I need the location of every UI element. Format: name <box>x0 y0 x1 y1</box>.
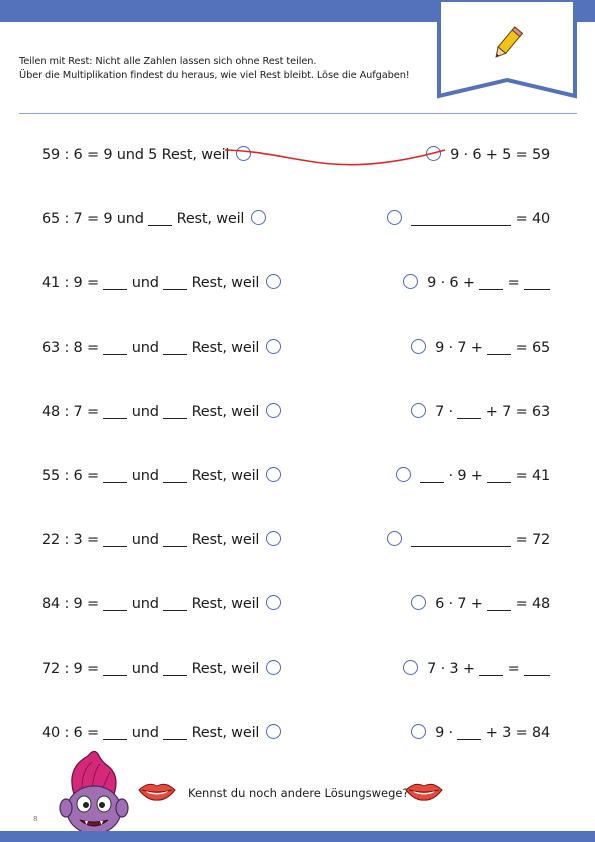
exercise-row <box>0 336 595 360</box>
exercise-row <box>0 528 595 552</box>
equation-text: 7 · <box>435 403 458 420</box>
equation-text: Rest, weil <box>187 724 260 741</box>
answer-blank[interactable] <box>163 403 187 419</box>
answer-blank[interactable] <box>163 660 187 676</box>
answer-blank[interactable] <box>103 595 127 611</box>
division-equation <box>42 336 259 360</box>
divider-line <box>19 113 577 114</box>
multiplication-equation <box>411 528 550 552</box>
multiplication-equation <box>435 400 550 424</box>
equation-text: = 72 <box>511 532 550 549</box>
answer-blank[interactable] <box>163 531 187 547</box>
match-circle-right[interactable] <box>387 210 402 225</box>
equation-text: 40 : 6 = <box>42 724 104 741</box>
equation-text: + 3 = 84 <box>481 724 550 741</box>
exercise-row <box>0 271 595 295</box>
equation-text: = 48 <box>511 596 550 613</box>
match-circle-left[interactable] <box>266 595 281 610</box>
answer-blank[interactable] <box>103 467 127 483</box>
equation-text: 65 : 7 = 9 und <box>42 211 149 228</box>
division-equation <box>42 400 259 424</box>
match-circle-left[interactable] <box>266 339 281 354</box>
match-circle-left[interactable] <box>266 274 281 289</box>
match-circle-right[interactable] <box>396 467 411 482</box>
equation-text: Rest, weil <box>187 403 260 420</box>
equation-text: Rest, weil <box>187 275 260 292</box>
answer-blank[interactable] <box>163 595 187 611</box>
troll-mascot-icon <box>52 748 134 842</box>
multiplication-equation <box>411 207 550 231</box>
answer-blank[interactable] <box>163 724 187 740</box>
exercise-row <box>0 592 595 616</box>
division-equation <box>42 592 259 616</box>
division-equation <box>42 271 259 295</box>
answer-blank[interactable] <box>411 531 511 547</box>
match-circle-right[interactable] <box>426 146 441 161</box>
match-circle-left[interactable] <box>236 146 251 161</box>
equation-text: und <box>127 532 164 549</box>
multiplication-equation <box>435 721 550 745</box>
equation-text: 22 : 3 = <box>42 532 104 549</box>
equation-text: 41 : 9 = <box>42 275 104 292</box>
answer-blank[interactable] <box>487 339 511 355</box>
equation-text: und <box>127 275 164 292</box>
bottom-color-bar <box>0 831 595 842</box>
match-circle-right[interactable] <box>411 403 426 418</box>
equation-text: + 7 = 63 <box>481 403 550 420</box>
equation-text: 9 · 6 + <box>427 275 480 292</box>
multiplication-equation <box>420 464 550 488</box>
answer-blank[interactable] <box>420 467 444 483</box>
exercise-row <box>0 400 595 424</box>
equation-text: 9 · 7 + <box>435 339 488 356</box>
exercise-row <box>0 657 595 681</box>
equation-text: und <box>127 724 164 741</box>
answer-blank[interactable] <box>148 210 172 226</box>
multiplication-equation <box>450 143 550 167</box>
equation-text: Rest, weil <box>187 532 260 549</box>
match-circle-left[interactable] <box>266 724 281 739</box>
multiplication-equation <box>427 271 550 295</box>
answer-blank[interactable] <box>163 467 187 483</box>
answer-blank[interactable] <box>103 274 127 290</box>
match-circle-right[interactable] <box>403 660 418 675</box>
answer-blank[interactable] <box>103 531 127 547</box>
equation-text: = 41 <box>511 468 550 484</box>
match-circle-right[interactable] <box>403 274 418 289</box>
equation-text: 6 · 7 + <box>435 596 488 613</box>
match-circle-right[interactable] <box>411 724 426 739</box>
match-circle-left[interactable] <box>266 660 281 675</box>
answer-blank[interactable] <box>479 274 503 290</box>
mouth-icon <box>405 780 443 802</box>
division-equation <box>42 657 259 681</box>
exercise-row <box>0 464 595 488</box>
pencil-icon <box>489 24 525 64</box>
equation-text: = <box>503 275 524 292</box>
multiplication-equation <box>435 336 550 360</box>
multiplication-equation <box>427 657 550 681</box>
equation-text: 48 : 7 = <box>42 403 104 420</box>
footer-question: Kennst du noch andere Lösungswege? <box>188 786 409 800</box>
equation-text: 72 : 9 = <box>42 660 104 677</box>
division-equation <box>42 143 229 167</box>
equation-text: = 65 <box>511 339 550 356</box>
equation-text: Rest, weil <box>187 468 260 484</box>
match-circle-left[interactable] <box>266 467 281 482</box>
equation-text: und <box>127 596 164 613</box>
exercise-row <box>0 143 595 167</box>
answer-blank[interactable] <box>163 339 187 355</box>
match-circle-right[interactable] <box>411 595 426 610</box>
equation-text: = <box>503 660 524 677</box>
multiplication-equation <box>435 592 550 616</box>
answer-blank[interactable] <box>163 274 187 290</box>
equation-text: 55 : 6 = <box>42 468 104 484</box>
match-circle-left[interactable] <box>266 403 281 418</box>
exercise-row <box>0 207 595 231</box>
equation-text: · 9 + <box>444 468 488 484</box>
answer-blank[interactable] <box>411 210 511 226</box>
match-circle-left[interactable] <box>266 531 281 546</box>
answer-blank[interactable] <box>524 274 550 290</box>
equation-text: 59 : 6 = 9 und 5 Rest, weil <box>42 147 230 163</box>
equation-text: und <box>127 403 164 420</box>
mouth-icon <box>138 780 176 802</box>
answer-blank[interactable] <box>487 467 511 483</box>
exercise-row <box>0 721 595 745</box>
equation-text: und <box>127 468 164 484</box>
equation-text: 9 · <box>435 724 458 741</box>
answer-blank[interactable] <box>103 339 127 355</box>
equation-text: Rest, weil <box>187 596 260 613</box>
equation-text: 63 : 8 = <box>42 339 104 356</box>
instruction-line-1: Teilen mit Rest: Nicht alle Zahlen lassen sich ohne Rest teilen. <box>19 56 317 67</box>
division-equation <box>42 528 259 552</box>
answer-blank[interactable] <box>103 724 127 740</box>
equation-text: Rest, weil <box>172 211 245 228</box>
answer-blank[interactable] <box>103 403 127 419</box>
equation-text: und <box>127 339 164 356</box>
match-circle-right[interactable] <box>387 531 402 546</box>
equation-text: 9 · 6 + 5 = 59 <box>450 147 550 163</box>
instructions <box>19 55 434 83</box>
answer-blank[interactable] <box>103 660 127 676</box>
equation-text: = 40 <box>511 211 550 228</box>
answer-blank[interactable] <box>457 403 481 419</box>
answer-blank[interactable] <box>457 724 481 740</box>
division-equation <box>42 207 244 231</box>
instruction-line-2: Über die Multiplikation findest du heraus, wie viel Rest bleibt. Löse die Aufgaben! <box>19 70 410 81</box>
equation-text: und <box>127 660 164 677</box>
equation-text: 84 : 9 = <box>42 596 104 613</box>
answer-blank[interactable] <box>524 660 550 676</box>
equation-text: 7 · 3 + <box>427 660 480 677</box>
page-number: 8 <box>33 815 38 823</box>
division-equation <box>42 464 259 488</box>
answer-blank[interactable] <box>479 660 503 676</box>
equation-text: Rest, weil <box>187 660 260 677</box>
division-equation <box>42 721 259 745</box>
answer-blank[interactable] <box>487 595 511 611</box>
match-circle-left[interactable] <box>251 210 266 225</box>
equation-text: Rest, weil <box>187 339 260 356</box>
match-circle-right[interactable] <box>411 339 426 354</box>
